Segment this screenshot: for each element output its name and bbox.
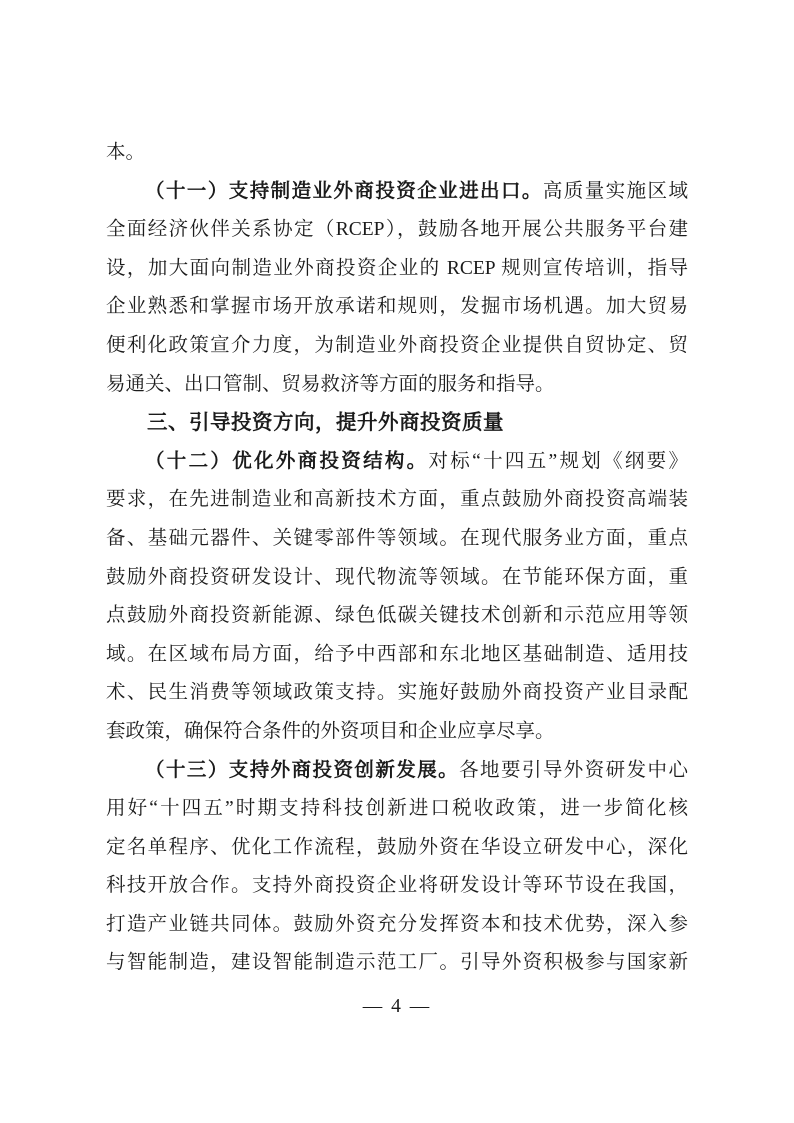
- text-line: [106, 713, 688, 752]
- text-line: [106, 829, 688, 868]
- text-segment: 设，加大面向制造业外商投资企业的 RCEP 规则宣传培训，指导: [106, 257, 688, 279]
- text-segment: 打造产业链共同体。鼓励外资充分发挥资本和技术优势，深入参: [106, 913, 688, 935]
- text-line: [106, 211, 688, 250]
- bold-text-segment: （十二）优化外商投资结构。: [145, 450, 429, 472]
- page-number: — 4 —: [362, 996, 432, 1017]
- text-segment: 术、民生消费等领域政策支持。实施好鼓励外商投资产业目录配: [106, 682, 688, 704]
- text-segment: 对标“十四五”规划《纲要》: [428, 450, 688, 472]
- text-segment: 易通关、出口管制、贸易救济等方面的服务和指导。: [106, 373, 555, 395]
- text-segment: 域。在区域布局方面，给予中西部和东北地区基础制造、适用技: [106, 643, 688, 665]
- bold-text-segment: （十一）支持制造业外商投资企业进出口。: [145, 180, 543, 202]
- text-line: [106, 559, 688, 598]
- text-line: [106, 443, 688, 482]
- text-segment: 定名单程序、优化工作流程，鼓励外资在华设立研发中心，深化: [106, 836, 688, 858]
- text-line: [106, 636, 688, 675]
- text-line: [106, 867, 688, 906]
- text-segment: 企业熟悉和掌握市场开放承诺和规则，发掘市场机遇。加大贸易: [106, 296, 688, 318]
- text-line: [106, 674, 688, 713]
- text-line: [106, 173, 688, 212]
- page-footer: [0, 996, 794, 1018]
- text-line: [106, 752, 688, 791]
- text-line: [106, 944, 688, 983]
- text-segment: 与智能制造，建设智能制造示范工厂。引导外资积极参与国家新: [106, 952, 688, 974]
- bold-text-segment: 三、引导投资方向，提升外商投资质量: [147, 411, 504, 435]
- text-segment: 用好“十四五”时期支持科技创新进口税收政策，进一步简化核: [106, 798, 688, 820]
- text-line: [106, 790, 688, 829]
- text-segment: 各地要引导外资研发中心: [459, 759, 688, 781]
- text-segment: 便利化政策宣介力度，为制造业外商投资企业提供自贸协定、贸: [106, 334, 688, 356]
- bold-text-segment: （十三）支持外商投资创新发展。: [145, 759, 460, 781]
- text-segment: 要求，在先进制造业和高新技术方面，重点鼓励外商投资高端装: [106, 489, 688, 511]
- text-segment: 全面经济伙伴关系协定（RCEP），鼓励各地开展公共服务平台建: [106, 219, 688, 241]
- text-segment: 点鼓励外商投资新能源、绿色低碳关键技术创新和示范应用等领: [106, 605, 688, 627]
- text-line: [106, 134, 688, 173]
- text-line: [106, 366, 688, 405]
- text-line: [106, 327, 688, 366]
- text-segment: 高质量实施区域: [542, 180, 688, 202]
- text-segment: 鼓励外商投资研发设计、现代物流等领域。在节能环保方面，重: [106, 566, 688, 588]
- section-heading: [106, 404, 688, 443]
- text-segment: 备、基础元器件、关键零部件等领域。在现代服务业方面，重点: [106, 527, 688, 549]
- text-line: [106, 250, 688, 289]
- text-line: [106, 597, 688, 636]
- text-segment: 套政策，确保符合条件的外资项目和企业应享尽享。: [106, 720, 555, 742]
- text-line: [106, 288, 688, 327]
- text-line: [106, 520, 688, 559]
- text-segment: 科技开放合作。支持外商投资企业将研发设计等环节设在我国，: [106, 875, 688, 897]
- document-body: [106, 134, 688, 983]
- text-line: [106, 906, 688, 945]
- text-segment: 本。: [106, 142, 146, 163]
- text-line: [106, 481, 688, 520]
